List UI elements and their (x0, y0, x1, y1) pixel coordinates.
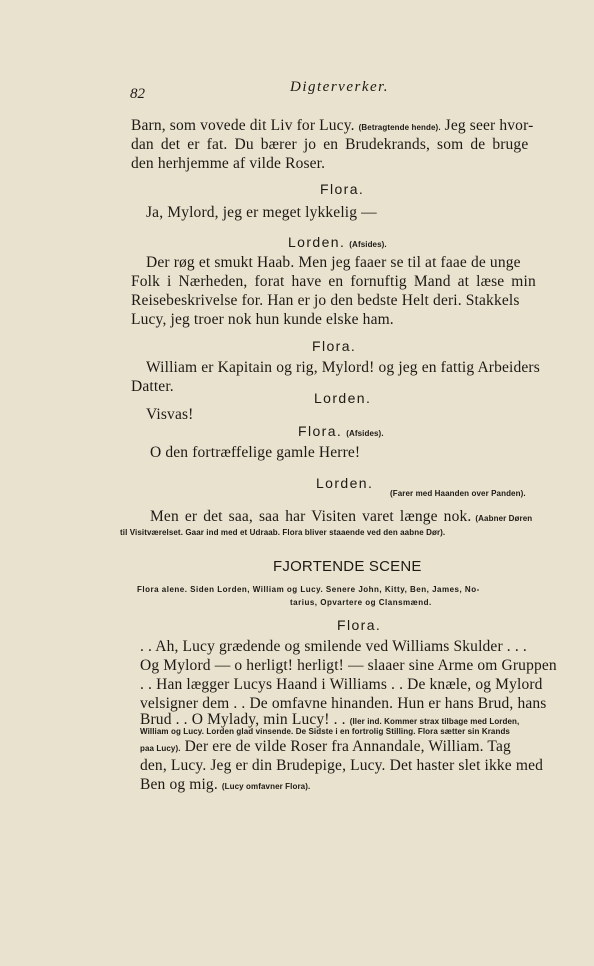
text-line: William er Kapitain og rig, Mylord! og jeg en fattig Arbeiders (146, 359, 540, 376)
text-line (150, 508, 532, 526)
stage-direction: (Iler ind. Kommer strax tilbage med Lorden, (349, 717, 520, 726)
running-title: Digterverker. (290, 79, 390, 95)
text-line: Der røg et smukt Haab. Men jeg faaer se til at faae de unge (146, 254, 521, 271)
speaker-flora: Flora. (320, 181, 365, 197)
stage-direction: (Betragtende hende). (358, 123, 441, 132)
text-line: Visvas! (146, 406, 194, 423)
speaker-line (288, 234, 387, 252)
stage-direction: (Farer med Haanden over Panden). (390, 489, 526, 498)
stage-direction: (Lucy omfavner Flora). (221, 782, 311, 791)
text-line: dan det er fat. Du bærer jo en Brudekrands, som de bruge (131, 136, 529, 153)
line-text: Brud . . O Mylady, min Lucy! . . (140, 711, 346, 728)
speaker-lorden: Lorden. (288, 234, 346, 250)
text-line: O den fortræffelige gamle Herre! (150, 444, 361, 461)
speaker-flora: Flora. (337, 617, 382, 633)
text-line (140, 738, 511, 756)
text-line: Ja, Mylord, jeg er meget lykkelig — (146, 204, 377, 221)
stage-direction: paa Lucy). (140, 744, 181, 753)
stage-direction: til Visitværelset. Gaar ind med et Udraab. Flora bliver staaende ved den aabne Dør). (120, 528, 446, 537)
text-line (131, 117, 533, 135)
text-line: Folk i Nærheden, forat have en fornuftig Mand at læse min (131, 273, 536, 290)
text-line: Datter. (131, 378, 174, 395)
line-text: Men er det saa, saa har Visiten varet længe nok. (150, 508, 472, 525)
stage-direction: (Aabner Døren (475, 514, 533, 523)
stage-direction: tarius, Opvartere og Clansmænd. (290, 598, 432, 607)
text-line: . . Ah, Lucy grædende og smilende ved Williams Skulder . . . (140, 638, 527, 655)
scene-title: FJORTENDE SCENE (273, 558, 422, 575)
text-line: Lucy, jeg troer nok hun kunde elske ham. (131, 311, 394, 328)
line-text: Der ere de vilde Roser fra Annandale, William. Tag (184, 738, 511, 755)
speaker-lorden: Lorden. (314, 390, 372, 406)
speaker-lorden: Lorden. (316, 475, 374, 491)
stage-direction: Flora alene. Siden Lorden, William og Lucy. Senere John, Kitty, Ben, James, No- (137, 585, 480, 594)
line-text: Jeg seer hvor- (444, 117, 534, 134)
text-line: . . Han lægger Lucys Haand i Williams . . De knæle, og Mylord (140, 676, 543, 693)
line-text: Ben og mig. (140, 776, 218, 793)
text-line (140, 776, 310, 794)
text-line: velsigner dem . . De omfavne hinanden. Hun er hans Brud, hans (140, 695, 547, 712)
text-line: Og Mylord — o herligt! herligt! — slaaer sine Arme om Gruppen (140, 657, 557, 674)
speaker-line (298, 423, 384, 441)
text-line: Reisebeskrivelse for. Han er jo den bedste Helt deri. Stakkels (131, 292, 520, 309)
stage-direction: (Afsides). (349, 240, 387, 249)
page-number: 82 (130, 86, 145, 102)
stage-direction: (Afsides). (346, 429, 384, 438)
stage-direction: William og Lucy. Lorden glad vinsende. De Sidste i en fortrolig Stilling. Flora sætter sin Krands (140, 727, 510, 736)
text-line: den herhjemme af vilde Roser. (131, 155, 326, 172)
speaker-flora: Flora. (298, 423, 343, 439)
text-line: den, Lucy. Jeg er din Brudepige, Lucy. Det haster slet ikke med (140, 757, 543, 774)
line-text: Barn, som vovede dit Liv for Lucy. (131, 117, 355, 134)
speaker-flora: Flora. (312, 338, 357, 354)
